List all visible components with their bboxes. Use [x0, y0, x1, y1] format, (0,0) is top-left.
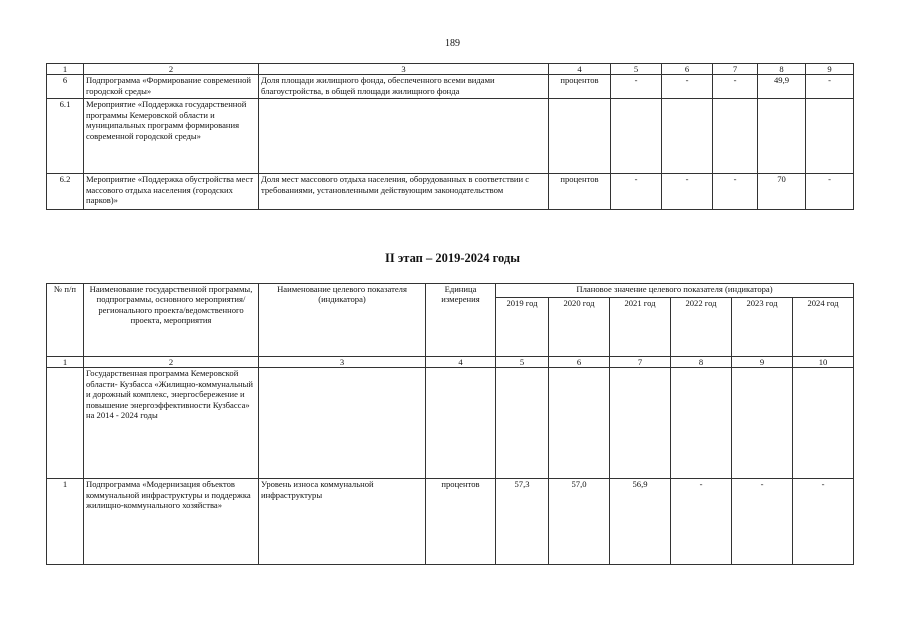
value-cell: -	[806, 174, 854, 210]
col-number: 5	[611, 64, 662, 75]
indicator-name	[259, 368, 426, 479]
header-year: 2021 год	[610, 298, 671, 357]
table-row	[47, 368, 854, 479]
indicator-name: Доля площади жилищного фонда, обеспеченного всеми видами благоустройства, в общей площади жилищного фонда	[259, 75, 549, 99]
col-number: 1	[47, 357, 84, 368]
unit: процентов	[426, 479, 496, 565]
page-number: 189	[445, 38, 460, 49]
unit	[549, 99, 611, 174]
col-number: 7	[610, 357, 671, 368]
header-name: Наименование государственной программы, подпрограммы, основного мероприятия/регионального проекта/ведомственного проекта, мероприятия	[84, 284, 259, 357]
row-number	[47, 368, 84, 479]
header-unit: Единица измерения	[426, 284, 496, 357]
value-cell: -	[611, 75, 662, 99]
col-number: 7	[713, 64, 758, 75]
value-cell	[611, 99, 662, 174]
program-name: Подпрограмма «Формирование современной городской среды»	[84, 75, 259, 99]
header-row	[47, 284, 854, 298]
section-title: II этап – 2019-2024 годы	[385, 251, 520, 265]
indicator-name: Уровень износа коммунальной инфраструктуры	[259, 479, 426, 565]
header-indicator: Наименование целевого показателя (индикатора)	[259, 284, 426, 357]
value-cell	[793, 368, 854, 479]
header-year: 2024 год	[793, 298, 854, 357]
table-row	[47, 174, 854, 210]
row-number: 6.2	[47, 174, 84, 210]
header-planned-value: Плановое значение целевого показателя (индикатора)	[496, 284, 854, 298]
value-cell	[671, 368, 732, 479]
col-number: 4	[426, 357, 496, 368]
value-cell	[732, 368, 793, 479]
col-number: 3	[259, 357, 426, 368]
program-name: Мероприятие «Поддержка обустройства мест массового отдыха населения (городских парков)»	[84, 174, 259, 210]
table-row	[47, 75, 854, 99]
row-number: 1	[47, 479, 84, 565]
header-year: 2019 год	[496, 298, 549, 357]
value-cell	[549, 368, 610, 479]
col-number: 6	[662, 64, 713, 75]
row-number: 6.1	[47, 99, 84, 174]
col-number: 2	[84, 64, 259, 75]
value-cell: -	[806, 75, 854, 99]
column-number-row	[47, 357, 854, 368]
unit: процентов	[549, 75, 611, 99]
col-number: 9	[732, 357, 793, 368]
value-cell: -	[662, 174, 713, 210]
value-cell	[610, 368, 671, 479]
value-cell: -	[732, 479, 793, 565]
value-cell	[758, 99, 806, 174]
row-number: 6	[47, 75, 84, 99]
program-name: Государственная программа Кемеровской области- Кузбасса «Жилищно-коммунальный и дорожный комплекс, энергосбережение и повышение энергоэффективности Кузбасса» на 2014 - 2024 годы	[84, 368, 259, 479]
col-number: 4	[549, 64, 611, 75]
value-cell: 70	[758, 174, 806, 210]
col-number: 9	[806, 64, 854, 75]
column-number-row	[47, 64, 854, 75]
value-cell	[806, 99, 854, 174]
table-row	[47, 99, 854, 174]
value-cell	[713, 99, 758, 174]
program-name: Мероприятие «Поддержка государственной программы Кемеровской области и муниципальных программ формирования современной городской среды»	[84, 99, 259, 174]
col-number: 3	[259, 64, 549, 75]
col-number: 8	[758, 64, 806, 75]
value-cell: 57,3	[496, 479, 549, 565]
header-year: 2020 год	[549, 298, 610, 357]
col-number: 2	[84, 357, 259, 368]
indicator-name: Доля мест массового отдыха населения, оборудованных в соответствии с требованиями, установленными действующим законодательством	[259, 174, 549, 210]
program-name: Подпрограмма «Модернизация объектов коммунальной инфраструктуры и поддержка жилищно-коммунального хозяйства»	[84, 479, 259, 565]
col-number: 1	[47, 64, 84, 75]
unit: процентов	[549, 174, 611, 210]
value-cell: -	[713, 174, 758, 210]
value-cell: -	[793, 479, 854, 565]
col-number: 8	[671, 357, 732, 368]
header-num: № п/п	[47, 284, 84, 357]
col-number: 6	[549, 357, 610, 368]
value-cell: -	[713, 75, 758, 99]
indicators-table-stage-2	[46, 283, 854, 565]
value-cell: 57,0	[549, 479, 610, 565]
value-cell	[662, 99, 713, 174]
value-cell: -	[671, 479, 732, 565]
value-cell: -	[611, 174, 662, 210]
header-year: 2022 год	[671, 298, 732, 357]
value-cell: 49,9	[758, 75, 806, 99]
value-cell: 56,9	[610, 479, 671, 565]
col-number: 10	[793, 357, 854, 368]
table-row	[47, 479, 854, 565]
col-number: 5	[496, 357, 549, 368]
header-year: 2023 год	[732, 298, 793, 357]
indicator-name	[259, 99, 549, 174]
value-cell	[496, 368, 549, 479]
value-cell: -	[662, 75, 713, 99]
indicators-table-stage-1	[46, 63, 854, 210]
unit	[426, 368, 496, 479]
